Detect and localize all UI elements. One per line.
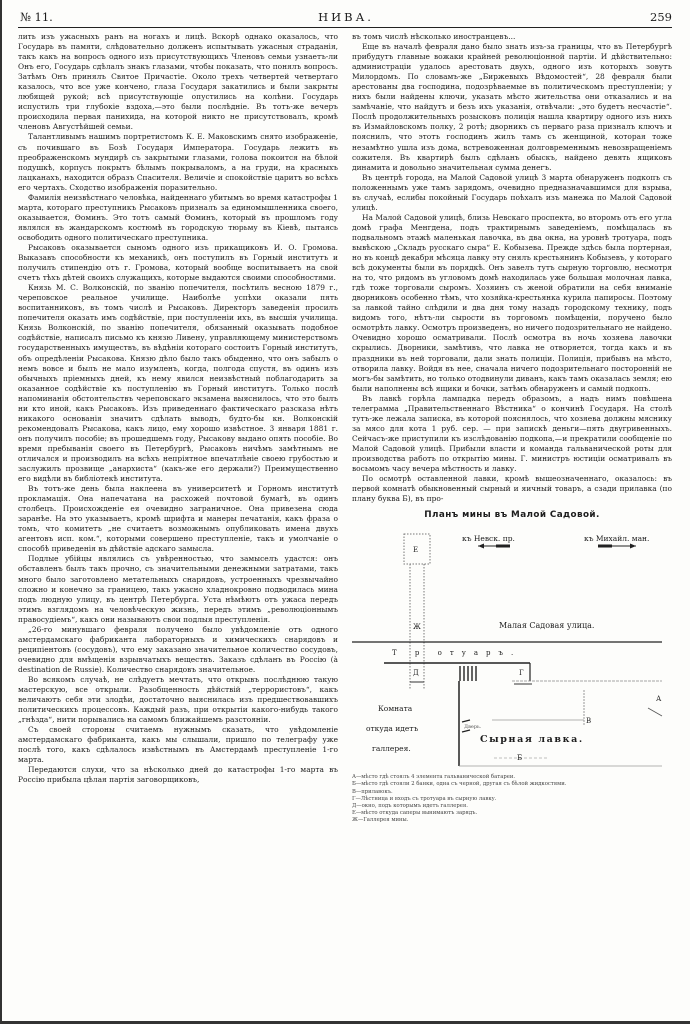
arrow-left-feather: [496, 545, 510, 548]
door-label: Дверь.: [464, 724, 482, 731]
label-d: Д: [413, 669, 419, 678]
legend-item: Г—Лѣстница и входъ съ тротуара въ сырную лавку.: [352, 795, 497, 802]
page-header: [20, 6, 672, 26]
shop-label: Сырная лавка.: [480, 734, 584, 746]
to-nevsky-label: къ Невск. пр.: [462, 534, 515, 544]
header-rule: [18, 27, 672, 28]
paragraph: въ томъ числѣ нѣсколько иностранцевъ...: [352, 32, 516, 41]
paragraph: Съ своей стороны считаемъ нужнымъ сказать, что увѣдомленіе амстердамскаго фабриканта, какъ мы слышали, пришло по телеграфу уже послѣ того, какъ сдѣлалось извѣстнымъ въ Амстердамѣ преступленіе 1-го марта.: [18, 725, 338, 765]
sidewalk-letter: т: [449, 649, 462, 658]
label-b: Б: [517, 754, 523, 763]
journal-title: НИВА.: [318, 10, 374, 24]
mine-plan-diagram: [352, 530, 672, 770]
street-label: Малая Садовая улица.: [499, 621, 595, 631]
arrow-right-feather: [598, 545, 612, 548]
arrow-left-head: [478, 544, 484, 549]
paragraph: Князь М. С. Волконскій, по званію попечителя, посѣтилъ весною 1879 г., череповское реальное училище. Наиболѣе успѣхи оказали пять воспитанниковъ, въ томъ числѣ и Рысаковъ. Директоръ заведенія просилъ попечителя оказать имъ содѣйствіе, при поступленіи ихъ, въ высшія училища. Князь Волконскій, по званію попечителя, обязанный оказывать подобное содѣйствіе, написалъ письмо къ князю Ливену, управляющему министерствомъ государственныхъ имуществъ, въ вѣдѣніи котораго состоитъ Горный институтъ, объ опредѣленіи Рысакова. Князю дѣло было такъ обыденно, что онъ забылъ о немъ вовсе и былъ не мало изумленъ, когда, полгода спустя, въ одинъ изъ обычныхъ пріемныхъ дней, къ нему явился неизвѣстный поблагодарить за оказанное содѣйствіе къ поступленію въ Горный институтъ. Только послѣ напоминанія обстоятельствъ череповскаго экзамена выяснилось, что это былъ ни кто иной, какъ Рысаковъ. Изъ приведеннаго фактическаго разсказа нѣтъ никакого основанія значитъ сдѣлать выводъ, будто-бы кн. Волконскій рекомендовалъ Рысакова, какъ лицо, ему хорошо извѣстное. 3 января 1881 г. онъ получилъ пособіе; въ прошедшемъ году, Рысакову выдано опять пособіе. Во время пребыванія своего въ Петербургѣ, Рысаковъ ничѣмъ замѣтнымъ не отличался и производилъ на всѣхъ непріятное впечатлѣніе своею грубостью и заслужилъ прозвище „анархиста“ (какъ-же его держали?) Преимущественно его видѣли въ библіотекѣ института.: [18, 283, 338, 484]
paragraph: Подлые убійцы являлись съ увѣренностью, что замыселъ удастся: онъ обставленъ былъ такъ прочно, съ значительными денежными затратами, такъ много было заготовлено метательныхъ снарядовъ, устроенныхъ чрезвычайно сложно и конечно за границею, такъ ужасно хладнокровно подводилась мина подъ людную улицу, въ центрѣ Петербурга. Уста нѣмѣютъ отъ ужаса передъ этимъ взглядомъ на человѣческую жизнь, передъ этимъ „революціоннымъ правосудіемъ“, какъ они называютъ свои подлыя преступленія.: [18, 554, 338, 624]
sidewalk-letter: ъ.: [498, 649, 522, 658]
sidewalk-letter: у: [461, 649, 474, 658]
paragraph: Въ лавкѣ горѣла лампадка передъ образомъ, а надъ нимъ повѣшена телеграмма „Правительственнаго Вѣстника“ о кончинѣ Государя. На столѣ тутъ-же лежала записка, въ которой пояснялось, что хозяева должны мяснику за мясо для кота 1 руб. сер. — при запискѣ деньги—пять двугривенныхъ. Сейчасъ-же приступили къ изслѣдованію подкопа,—и прекратили сообщеніе по Малой Садовой улицѣ. Прибыли власти и команда гальванической роты для производства работъ по открытію мины. Г. министръ юстиціи осматривалъ въ восьмомъ часу вечера мѣстность и лавку.: [352, 393, 672, 474]
legend-item: Ж—Галлерея мины.: [352, 817, 409, 824]
sidewalk-letter: о: [437, 649, 450, 658]
sidewalk-letter: р: [486, 649, 499, 658]
paragraph: На Малой Садовой улицѣ, близь Невскаго проспекта, во второмъ отъ его угла домѣ графа Менгдена, подъ трактирнымъ заведеніемъ, помѣщалась въ подвальномъ этажѣ маленькая лавочка, въ два окна, на уровнѣ тротуара, подъ вывѣскою „Складъ русскаго сыра“ Е. Кобызева. Прежде здѣсь была портерная, но въ концѣ декабря мѣсяца лавку эту снялъ крестьянинъ Кобызевъ, у котораго всѣ документы были въ порядкѣ. Онъ завелъ тутъ сырную торговлю, несмотря на то, что рядомъ въ угловомъ домѣ находилась уже большая молочная лавка, гдѣ тоже торговали сыромъ. Хозяинъ съ женой обратили на себя вниманіе дворниковъ особенно тѣмъ, что хозяйка-крестьянка курила папиросы. Поэтому за лавкой тайно слѣдили и два дня тому назадъ городскому технику, подъ видомъ того, нѣтъ-ли сырости въ торговомъ помѣщеніи, поручено было осмотрѣть лавку. Осмотръ произведенъ, но ничего подозрительнаго не найдено. Очевидно хорошо осматривали. Послѣ осмотра въ ночь хозяева лавочки скрылись. Дворники, замѣтивъ, что лавка не отворяется, тогда какъ и въ праздники въ ней торговали, дали знать полиціи. Полиція, прибывъ на мѣсто, отворила лавку. Войдя въ нее, сначала ничего подозрительнаго посторонній не могъ-бы замѣтить, но только отодвинули диванъ, какъ тамъ оказалась земля; ею были наполнены всѣ ящики и бочки, затѣмъ обнаруженъ и самый подкопъ.: [352, 212, 672, 393]
paragraph: По осмотрѣ оставленной лавки, кромѣ вышеозначеннаго, оказалось: въ первой комнатѣ обыкновенный сырный и яичный товаръ, а сзади прилавка (по плану буква Б), въ про-: [352, 474, 672, 504]
paragraph: „26-го минувшаго февраля получено было увѣдомленіе отъ одного амстердамскаго фабриканта лабораторныхъ и химическихъ снарядовъ и реципіентовъ (сосудовъ), что ему заказано значительное количество сосудовъ, очевидно для вмѣщенія взрывчатыхъ веществъ. Заказъ сдѣланъ въ Россію (à destination de Russie). Количество снарядовъ значительное.: [18, 624, 338, 674]
plan-legend: [352, 774, 672, 824]
right-column: [352, 32, 672, 825]
battery-line: [648, 708, 662, 716]
arrow-right-head: [630, 544, 636, 549]
paragraph: Въ тотъ-же день была наклеена въ университетѣ и Горномъ институтѣ прокламація. Она напечатана на расхожей почтовой бумагѣ, въ одинъ столбецъ. Происхожденіе ея очевидно заграничное. Она привезена сюда заранѣе. На это указываетъ, кромѣ шрифта и манеры печатанія, какъ фраза о томъ, что комитетъ „не считаетъ возможнымъ опубликовать имена двухъ агентовъ исп. ком.“, которыми совершено преступленіе, такъ и умолчаніе о способѣ приведенія въ дѣйствіе адскаго замысла.: [18, 484, 338, 554]
paragraph: Еще въ началѣ февраля дано было знать изъ-за границы, что въ Петербургѣ прибудутъ главные вожаки крайней революціонной партіи. И дѣйствительно: администраціи удалось арестовать двухъ, одного изъ которыхъ зовутъ Милордомъ. По словамъ-же „Биржевыхъ Вѣдомостей“, 28 февраля были арестованы два господина, подозрѣваемые въ политическомъ преступленіи; у нихъ были найдены ключи, указать мѣсто жительства они отказались и на замѣчаніе, что найдутъ и безъ ихъ указанія, отвѣчали: „это будетъ несчастіе“. Послѣ продолжительныхъ розысковъ полиція нашла квартиру одного изъ нихъ въ Измайловскомъ полку, 2 ротѣ; дворникъ съ перваго раза призналъ ключъ и пояснилъ, что этотъ господинъ жилъ тамъ съ женщиной, которая тоже незамѣтно ушла изъ дома, встревоженная долговременнымъ невозвращеніемъ сожителя. Въ квартирѣ былъ сдѣланъ обыскъ, найдено девять ящиковъ динамита и довольно значительная сумма денегъ.: [352, 42, 672, 172]
label-e: Е: [413, 546, 419, 555]
label-a: А: [656, 695, 662, 704]
sidewalk-label: [392, 648, 521, 658]
legend-item: Е—мѣсто откуда саперы вынимаютъ зарядъ.: [352, 810, 478, 817]
plan-title: Планъ мины въ Малой Садовой.: [424, 510, 600, 521]
room-label-3: галлерея.: [372, 744, 411, 754]
label-g: Г: [519, 669, 524, 678]
room-label-1: Комната: [378, 704, 413, 714]
paragraph: Передаются слухи, что за нѣсколько дней до катастрофы 1-го марта въ Россію прибыла цѣлая партія заговорщиковъ,: [18, 765, 338, 785]
issue-number: № 11.: [20, 10, 53, 24]
paragraph: Во всякомъ случаѣ, не слѣдуетъ мечтать, что открывъ послѣднюю такую мастерскую, все открыли. Разобщенность дѣйствій „террористовъ“, какъ величаютъ себя эти злодѣи, достаточно выяснилась изъ предшествовавшихъ политическихъ процессовъ. Каждый разъ, при открытіи какого-нибудь такого „гнѣзда“, нити порывались на самомъ ближайшемъ разстояніи.: [18, 675, 338, 725]
legend-item: Д—окно, подъ которымъ идетъ галлерея.: [352, 803, 468, 810]
page-number: 259: [650, 10, 672, 24]
legend-item: А—мѣсто гдѣ стоялъ 4 элемента гальванической батареи.: [352, 774, 516, 781]
paragraph: Въ центрѣ города, на Малой Садовой улицѣ 3 марта обнаруженъ подкопъ съ положеннымъ уже тамъ зарядомъ, очевидно предназначавшимся для взрыва, въ случаѣ, еслибы покойный Государь поѣхалъ изъ манежа по Малой Садовой улицѣ.: [352, 172, 672, 212]
sidewalk-letter: Т: [392, 649, 405, 658]
paragraph: Фамилія неизвѣстнаго человѣка, найденнаго убитымъ во время катастрофы 1 марта, котораго преступникъ Рысаковъ призналъ за единомышленника своего, оказывается, Ѳоминъ. Это тотъ самый Ѳоминъ, который въ прошломъ году являлся въ жандарскомъ костюмѣ въ городскую тюрьму въ Кіевѣ, пытаясь освободить одного политическаго преступника.: [18, 192, 338, 242]
label-v: В: [586, 717, 592, 726]
sidewalk-letter: а: [473, 649, 487, 658]
paragraph: Рысаковъ оказывается сыномъ одного изъ прикащиковъ И. О. Громова. Выказавъ способности къ механикѣ, онъ поступилъ въ Горный институтъ и получилъ стипендію отъ г. Громова, который вообще воспитываетъ на свой счетъ тѣхъ дѣтей своихъ служащихъ, которые выдаются своими способностями.: [18, 242, 338, 283]
legend-item: Б—мѣсто гдѣ стояли 2 банки, одна съ черной, другая съ бѣлой жидкостями.: [352, 781, 567, 788]
sidewalk-letter: р: [414, 649, 428, 658]
legend-item: В—прилавокъ.: [352, 788, 393, 795]
left-column: [18, 32, 338, 786]
label-zh: Ж: [413, 623, 421, 632]
paragraph: Талантливымъ нашимъ портретистомъ К. Е. Маковскимъ снято изображеніе, съ почившаго въ Бозѣ Государя Императора. Государь лежитъ въ преображенскомъ мундирѣ съ закрытыми глазами, голова покоится на бѣлой подушкѣ, корпусъ покрытъ бѣлымъ покрываломъ, а на груди, на красныхъ лацканахъ, находится образъ Спасителя. Величіе и спокойствіе царитъ во всѣхъ его чертахъ. Сходство изображенія поразительно.: [18, 132, 338, 192]
paragraph: лить изъ ужасныхъ ранъ на ногахъ и лицѣ. Вскорѣ однако оказалось, что Государь въ памяти, слѣдовательно долженъ испытывать ужасныя страданія, такъ какъ на вопросъ одного изъ присутствующихъ Членовъ семьи узнаетъ-ли Онъ его, Государь сдѣлалъ знакъ глазами, чтобы показать, что понялъ вопросъ. Затѣмъ Онъ принялъ Святое Причастіе. Около трехъ четвертей четвертаго казалось, что все уже кончено, глаза Государя закатились и были закрыты любящей рукой; всѣ присутствующіе опустились на колѣни. Государь испустилъ три глубокіе вздоха,—это были послѣдніе. Въ тотъ-же вечеръ происходила первая панихида, на которой никто не присутствовалъ, кромѣ членовъ Августѣйшей семьи.: [18, 32, 338, 132]
to-mikhail-label: къ Михайл. ман.: [584, 534, 650, 544]
room-label-2: откуда идетъ: [366, 724, 419, 734]
right-column-text: [352, 32, 672, 504]
